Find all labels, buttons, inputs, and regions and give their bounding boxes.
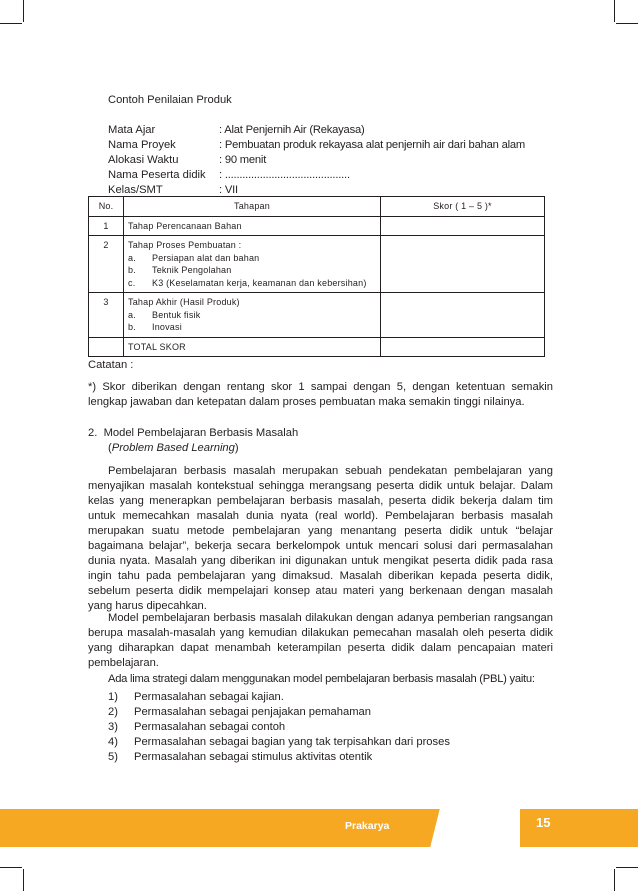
sub-item bbox=[128, 277, 376, 290]
stage-title: Tahap Akhir (Hasil Produk) bbox=[128, 297, 240, 307]
sub-text: Persiapan alat dan bahan bbox=[152, 252, 260, 263]
info-value: : VII bbox=[219, 184, 238, 196]
list-number: 4) bbox=[108, 736, 118, 748]
info-key: Mata Ajar bbox=[108, 124, 156, 136]
sub-item bbox=[128, 264, 376, 277]
section-title: Model Pembelajaran Berbasis Masalah bbox=[103, 427, 299, 439]
list-text: Permasalahan sebagai kajian. bbox=[134, 691, 284, 703]
header-score: Skor ( 1 – 5 )* bbox=[381, 197, 545, 217]
sub-text: Inovasi bbox=[152, 322, 182, 332]
list-item bbox=[108, 705, 450, 720]
crop-mark bbox=[616, 23, 638, 24]
total-score-cell[interactable] bbox=[381, 337, 545, 357]
total-row bbox=[89, 337, 545, 357]
crop-mark bbox=[0, 23, 22, 24]
list-item bbox=[108, 735, 450, 750]
list-text: Permasalahan sebagai stimulus aktivitas otentik bbox=[134, 751, 373, 763]
list-text: Permasalahan sebagai penjajakan pemahaman bbox=[134, 706, 371, 718]
note-text: *) Skor diberikan dengan rentang skor 1 sampai dengan 5, dengan ketentuan semakin lengkap jawaban dan ketepatan dalam proses pembuatan maka semakin tinggi nilainya. bbox=[88, 381, 553, 408]
strategy-list bbox=[108, 690, 450, 765]
paragraph: Model pembelajaran berbasis masalah dilakukan dengan adanya pemberian rangsangan berupa masalah-masalah yang kemudian dilakukan pemecahan masalah oleh peserta didik yang diharapkan dapat menambah keterampilan peserta didik dalam pencapaian materi pembelajaran. bbox=[88, 612, 553, 669]
list-item bbox=[108, 750, 450, 765]
score-table bbox=[88, 196, 545, 357]
stage-title: Tahap Perencanaan Bahan bbox=[128, 220, 242, 231]
row-number: 2 bbox=[89, 236, 124, 293]
crop-mark bbox=[614, 0, 615, 22]
total-no-cell bbox=[89, 337, 124, 357]
row-number: 3 bbox=[89, 293, 124, 338]
page-number: 15 bbox=[536, 815, 551, 830]
header-no: No. bbox=[89, 197, 124, 217]
sub-item bbox=[128, 321, 376, 334]
sub-letter: c. bbox=[128, 277, 136, 288]
list-number: 1) bbox=[108, 691, 118, 703]
info-row bbox=[108, 153, 525, 168]
crop-mark bbox=[23, 869, 24, 891]
info-key: Nama Proyek bbox=[108, 139, 176, 151]
sub-letter: b. bbox=[128, 322, 136, 332]
info-row bbox=[108, 123, 525, 138]
table-header-row bbox=[89, 197, 545, 217]
project-info bbox=[108, 123, 525, 198]
paragraph: Pembelajaran berbasis masalah merupakan sebuah pendekatan pembelajaran yang menyajikan masalah kontekstual sehingga merangsang peserta didik untuk belajar. Dalam kelas yang menerapkan pembelajaran berbasis masalah, peserta didik bekerja dalam tim untuk memecahkan masalah dunia nyata (real world). Pembelajaran berbasis masalah merupakan suatu metode pembelajaran yang menantang peserta didik untuk “belajar bagaimana belajar”, bekerja secara berkelompok untuk mencari solusi dari permasalahan dunia nyata. Masalah yang diberikan ini digunakan untuk mengikat peserta didik pada rasa ingin tahu pada pembelajaran yang dimaksud. Masalah diberikan kepada peserta didik, sebelum peserta didik mempelajari konsep atau materi yang berkenaan dengan masalah yang harus dipecahkan. bbox=[88, 465, 553, 612]
subtitle-close: ) bbox=[234, 442, 239, 454]
list-number: 2) bbox=[108, 706, 118, 718]
table-row bbox=[89, 236, 545, 293]
info-row bbox=[108, 138, 525, 153]
score-cell[interactable] bbox=[381, 293, 545, 338]
section-heading bbox=[88, 426, 298, 456]
table-row bbox=[89, 293, 545, 338]
sub-letter: a. bbox=[128, 252, 136, 263]
paragraph: Ada lima strategi dalam menggunakan model pembelajaran berbasis masalah (PBL) yaitu: bbox=[108, 673, 535, 685]
sub-text: Teknik Pengolahan bbox=[152, 265, 232, 275]
info-key: Alokasi Waktu bbox=[108, 154, 179, 166]
list-number: 5) bbox=[108, 751, 118, 763]
stage-title: Tahap Proses Pembuatan : bbox=[128, 240, 242, 250]
header-stage: Tahapan bbox=[124, 197, 381, 217]
info-key: Kelas/SMT bbox=[108, 184, 163, 196]
info-row bbox=[108, 168, 525, 183]
row-stage bbox=[124, 236, 381, 293]
crop-mark bbox=[614, 869, 615, 891]
list-item bbox=[108, 690, 450, 705]
sub-text: Bentuk fisik bbox=[152, 309, 201, 320]
row-stage bbox=[124, 216, 381, 236]
row-stage bbox=[124, 293, 381, 338]
list-item bbox=[108, 720, 450, 735]
crop-mark bbox=[0, 867, 22, 868]
assessment-title: Contoh Penilaian Produk bbox=[108, 94, 232, 106]
sub-item bbox=[128, 252, 376, 265]
list-text: Permasalahan sebagai contoh bbox=[134, 721, 286, 733]
total-label: TOTAL SKOR bbox=[124, 337, 381, 357]
sub-item bbox=[128, 309, 376, 322]
score-cell[interactable] bbox=[381, 216, 545, 236]
info-value: : 90 menit bbox=[219, 154, 267, 166]
info-value: : Pembuatan produk rekayasa alat penjernih air dari bahan alam bbox=[219, 139, 526, 151]
row-number: 1 bbox=[89, 216, 124, 236]
score-cell[interactable] bbox=[381, 236, 545, 293]
table-row bbox=[89, 216, 545, 236]
list-number: 3) bbox=[108, 721, 118, 733]
section-number: 2. bbox=[88, 427, 98, 439]
info-value: : Alat Penjernih Air (Rekayasa) bbox=[219, 124, 365, 136]
sub-letter: b. bbox=[128, 265, 136, 275]
sub-letter: a. bbox=[128, 309, 136, 320]
info-key: Nama Peserta didik bbox=[108, 169, 206, 181]
sub-text: K3 (Keselamatan kerja, keamanan dan kebersihan) bbox=[152, 277, 367, 288]
list-text: Permasalahan sebagai bagian yang tak terpisahkan dari proses bbox=[134, 736, 450, 748]
crop-mark bbox=[616, 867, 638, 868]
footer-subject: Prakarya bbox=[345, 820, 390, 832]
note-heading: Catatan : bbox=[88, 359, 134, 371]
info-value: : ........................................... bbox=[219, 169, 350, 181]
crop-mark bbox=[23, 0, 24, 22]
subtitle-open: ( bbox=[108, 442, 112, 454]
footer-notch bbox=[390, 809, 439, 847]
section-subtitle: Problem Based Learning bbox=[111, 442, 235, 454]
